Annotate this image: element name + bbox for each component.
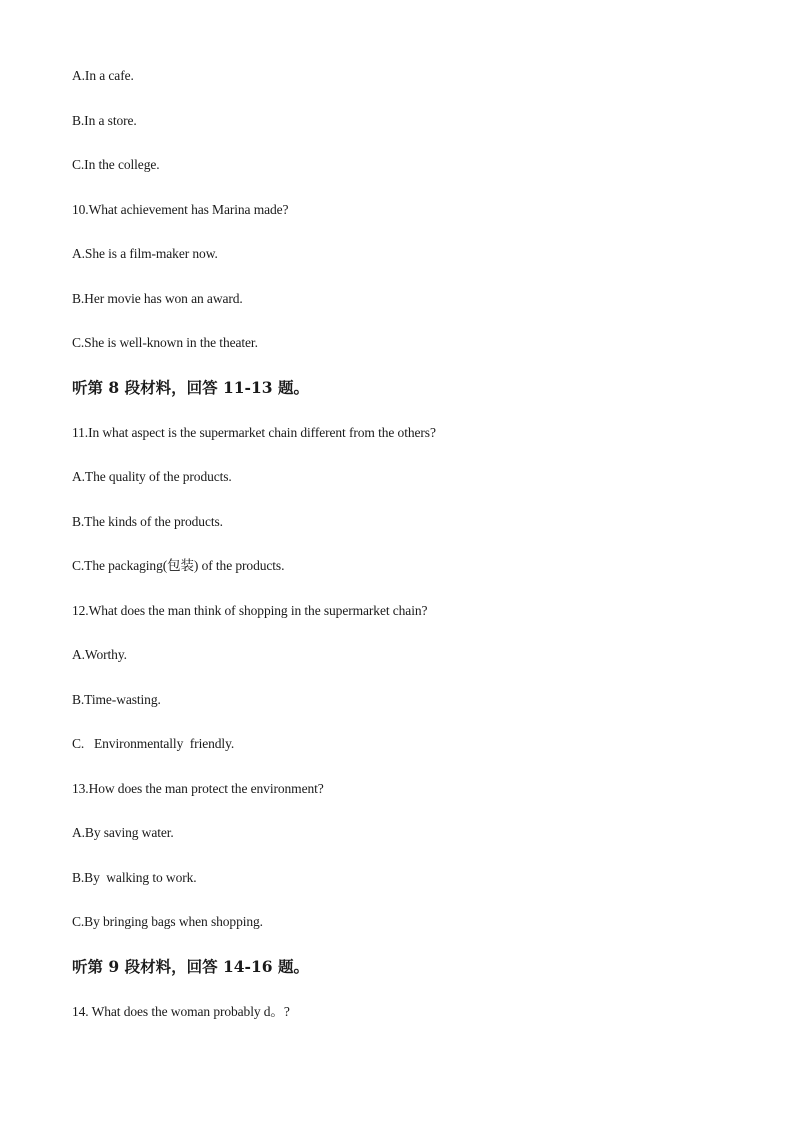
option-12a: A.Worthy. bbox=[72, 647, 127, 662]
section-heading-8: 听第 8 段材料，回答 11-13 题。 bbox=[72, 378, 309, 397]
option-10b: B.Her movie has won an award. bbox=[72, 291, 243, 306]
question-14: 14. What does the woman probably d。? bbox=[72, 1004, 290, 1019]
option-10a: A.She is a film-maker now. bbox=[72, 246, 218, 261]
option-9a: A.In a cafe. bbox=[72, 68, 134, 83]
question-12: 12.What does the man think of shopping in the supermarket chain? bbox=[72, 603, 428, 618]
option-13b: B.By walking to work. bbox=[72, 870, 197, 885]
section-heading-9: 听第 9 段材料，回答 14-16 题。 bbox=[72, 957, 309, 976]
option-11a: A.The quality of the products. bbox=[72, 469, 232, 484]
question-13: 13.How does the man protect the environment? bbox=[72, 781, 324, 796]
option-12c: C. Environmentally friendly. bbox=[72, 736, 235, 751]
option-11c: C.The packaging(包装) of the products. bbox=[72, 558, 285, 573]
option-13a: A.By saving water. bbox=[72, 825, 174, 840]
option-13c: C.By bringing bags when shopping. bbox=[72, 914, 263, 929]
option-9b: B.In a store. bbox=[72, 113, 137, 128]
option-9c: C.In the college. bbox=[72, 157, 160, 172]
question-11: 11.In what aspect is the supermarket chain different from the others? bbox=[72, 425, 436, 440]
question-10: 10.What achievement has Marina made? bbox=[72, 202, 289, 217]
option-11b: B.The kinds of the products. bbox=[72, 514, 223, 529]
option-10c: C.She is well-known in the theater. bbox=[72, 335, 258, 350]
option-12b: B.Time-wasting. bbox=[72, 692, 161, 707]
